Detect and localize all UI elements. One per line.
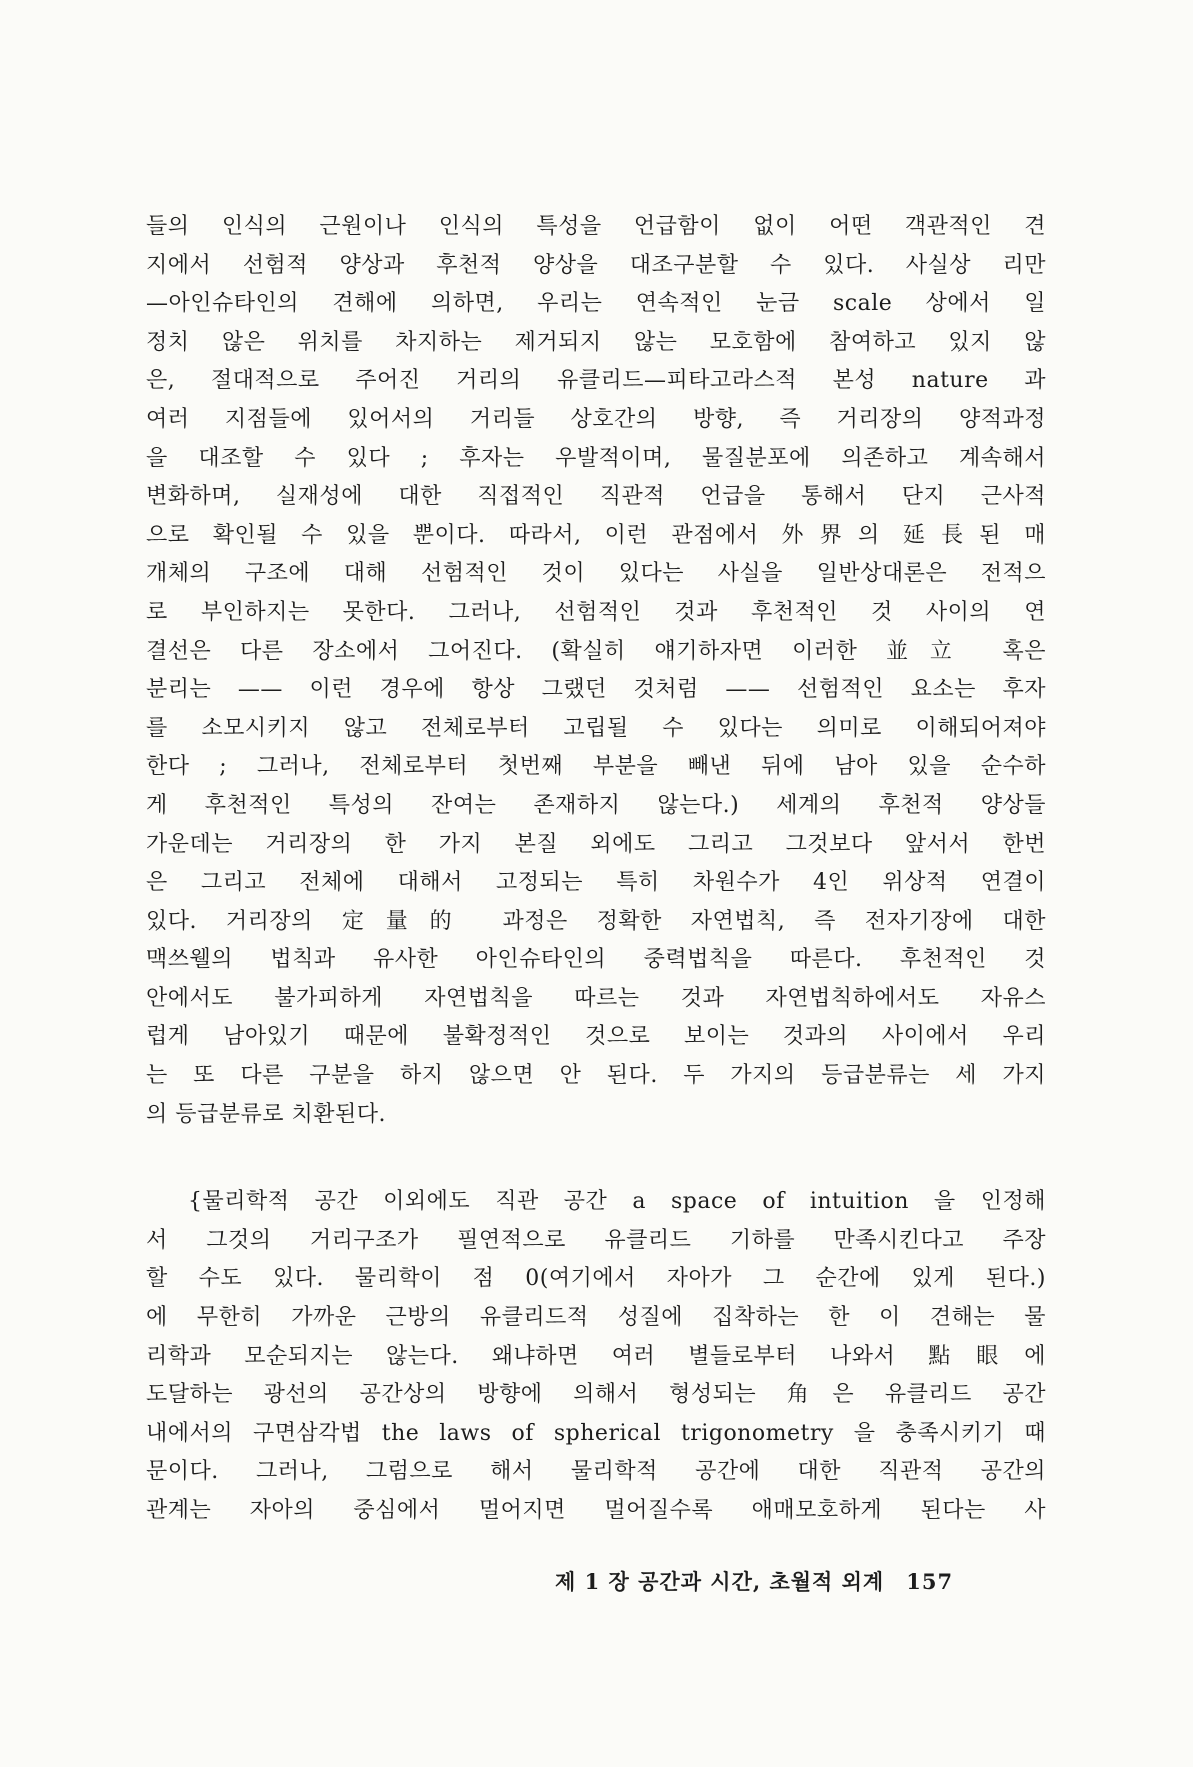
chapter-title: 제 1 장 공간과 시간, 초월적 외계 [555,1569,885,1594]
text-line: {물리학적 공간 이외에도 직관 공간 a space of intuition 을 인정해 [188,1189,1046,1215]
page-body [146,208,1046,1531]
text-line: 관계는 자아의 중심에서 멀어지면 멀어질수록 애매모호하게 된다는 사 [146,1498,1046,1523]
text-line: 들의 인식의 근원이나 인식의 특성을 언급함이 없이 어떤 객관적인 견 [146,214,1046,239]
page-number: 157 [906,1569,954,1594]
text-line: 여러 지점들에 있어서의 거리들 상호간의 방향, 즉 거리장의 양적과정 [146,406,1046,432]
text-line: 문이다. 그러나, 그럼으로 해서 물리학적 공간에 대한 직관적 공간의 [146,1459,1046,1485]
text-line: 개체의 구조에 대해 선험적인 것이 있다는 사실을 일반상대론은 전적으 [146,561,1046,587]
text-line: 내에서의 구면삼각법 the laws of spherical trigonometry 을 충족시키기 때 [146,1420,1046,1446]
text-line: 변화하며, 실재성에 대한 직접적인 직관적 언급을 통해서 단지 근사적 [146,484,1046,510]
text-line: 럽게 남아있기 때문에 불확정적인 것으로 보이는 것과의 사이에서 우리 [146,1024,1046,1050]
paragraph-gap [146,1134,1046,1183]
text-line: 결선은 다른 장소에서 그어진다. (확실히 얘기하자면 이러한 並立 혹은 [146,638,1046,664]
text-line: 정치 않은 위치를 차지하는 제거되지 않는 모호함에 참여하고 있지 않 [146,329,1046,355]
text-line: 지에서 선험적 양상과 후천적 양상을 대조구분할 수 있다. 사실상 리만 [146,252,1046,278]
text-line: 은 그리고 전체에 대해서 고정되는 특히 차원수가 4인 위상적 연결이 [146,870,1046,896]
text-line: 서 그것의 거리구조가 필연적으로 유클리드 기하를 만족시킨다고 주장 [146,1227,1046,1253]
running-footer [555,1566,953,1596]
text-line: 으로 확인될 수 있을 뿐이다. 따라서, 이런 관점에서 外界의 延長된 매 [146,522,1046,548]
text-line: 은, 절대적으로 주어진 거리의 유클리드—피타고라스적 본성 nature 과 [146,368,1046,394]
text-line: 게 후천적인 특성의 잔여는 존재하지 않는다.) 세계의 후천적 양상들 [146,792,1046,818]
text-line: —아인슈타인의 견해에 의하면, 우리는 연속적인 눈금 scale 상에서 일 [146,291,1046,317]
text-line: 의 등급분류로 치환된다. [146,1101,387,1127]
text-line: 에 무한히 가까운 근방의 유클리드적 성질에 집착하는 한 이 견해는 물 [146,1305,1046,1331]
text-line: 도달하는 광선의 공간상의 방향에 의해서 형성되는 角은 유클리드 공간 [146,1382,1046,1408]
text-line: 안에서도 불가피하게 자연법칙을 따르는 것과 자연법칙하에서도 자유스 [146,985,1046,1011]
text-line: 리학과 모순되지는 않는다. 왜냐하면 여러 별들로부터 나와서 點眼에 [146,1343,1046,1369]
text-line: 분리는 —— 이런 경우에 항상 그랬던 것처럼 —— 선험적인 요소는 후자 [146,677,1046,703]
text-line: 는 또 다른 구분을 하지 않으면 안 된다. 두 가지의 등급분류는 세 가지 [146,1063,1046,1089]
text-line: 할 수도 있다. 물리학이 점 0(여기에서 자아가 그 순간에 있게 된다.) [146,1266,1046,1292]
text-line: 맥쓰웰의 법칙과 유사한 아인슈타인의 중력법칙을 따른다. 후천적인 것 [146,947,1046,973]
text-line: 를 소모시키지 않고 전체로부터 고립될 수 있다는 의미로 이해되어져야 [146,715,1046,741]
text-line: 한다 ; 그러나, 전체로부터 첫번째 부분을 빼낸 뒤에 남아 있을 순수하 [146,754,1046,780]
text-line: 있다. 거리장의 定量的 과정은 정확한 자연법칙, 즉 전자기장에 대한 [146,908,1046,934]
paragraph [146,208,1046,1134]
text-line: 을 대조할 수 있다 ; 후자는 우발적이며, 물질분포에 의존하고 계속해서 [146,445,1046,471]
paragraph [146,1183,1046,1530]
text-line: 로 부인하지는 못한다. 그러나, 선험적인 것과 후천적인 것 사이의 연 [146,599,1046,625]
text-line: 가운데는 거리장의 한 가지 본질 외에도 그리고 그것보다 앞서서 한번 [146,831,1046,857]
